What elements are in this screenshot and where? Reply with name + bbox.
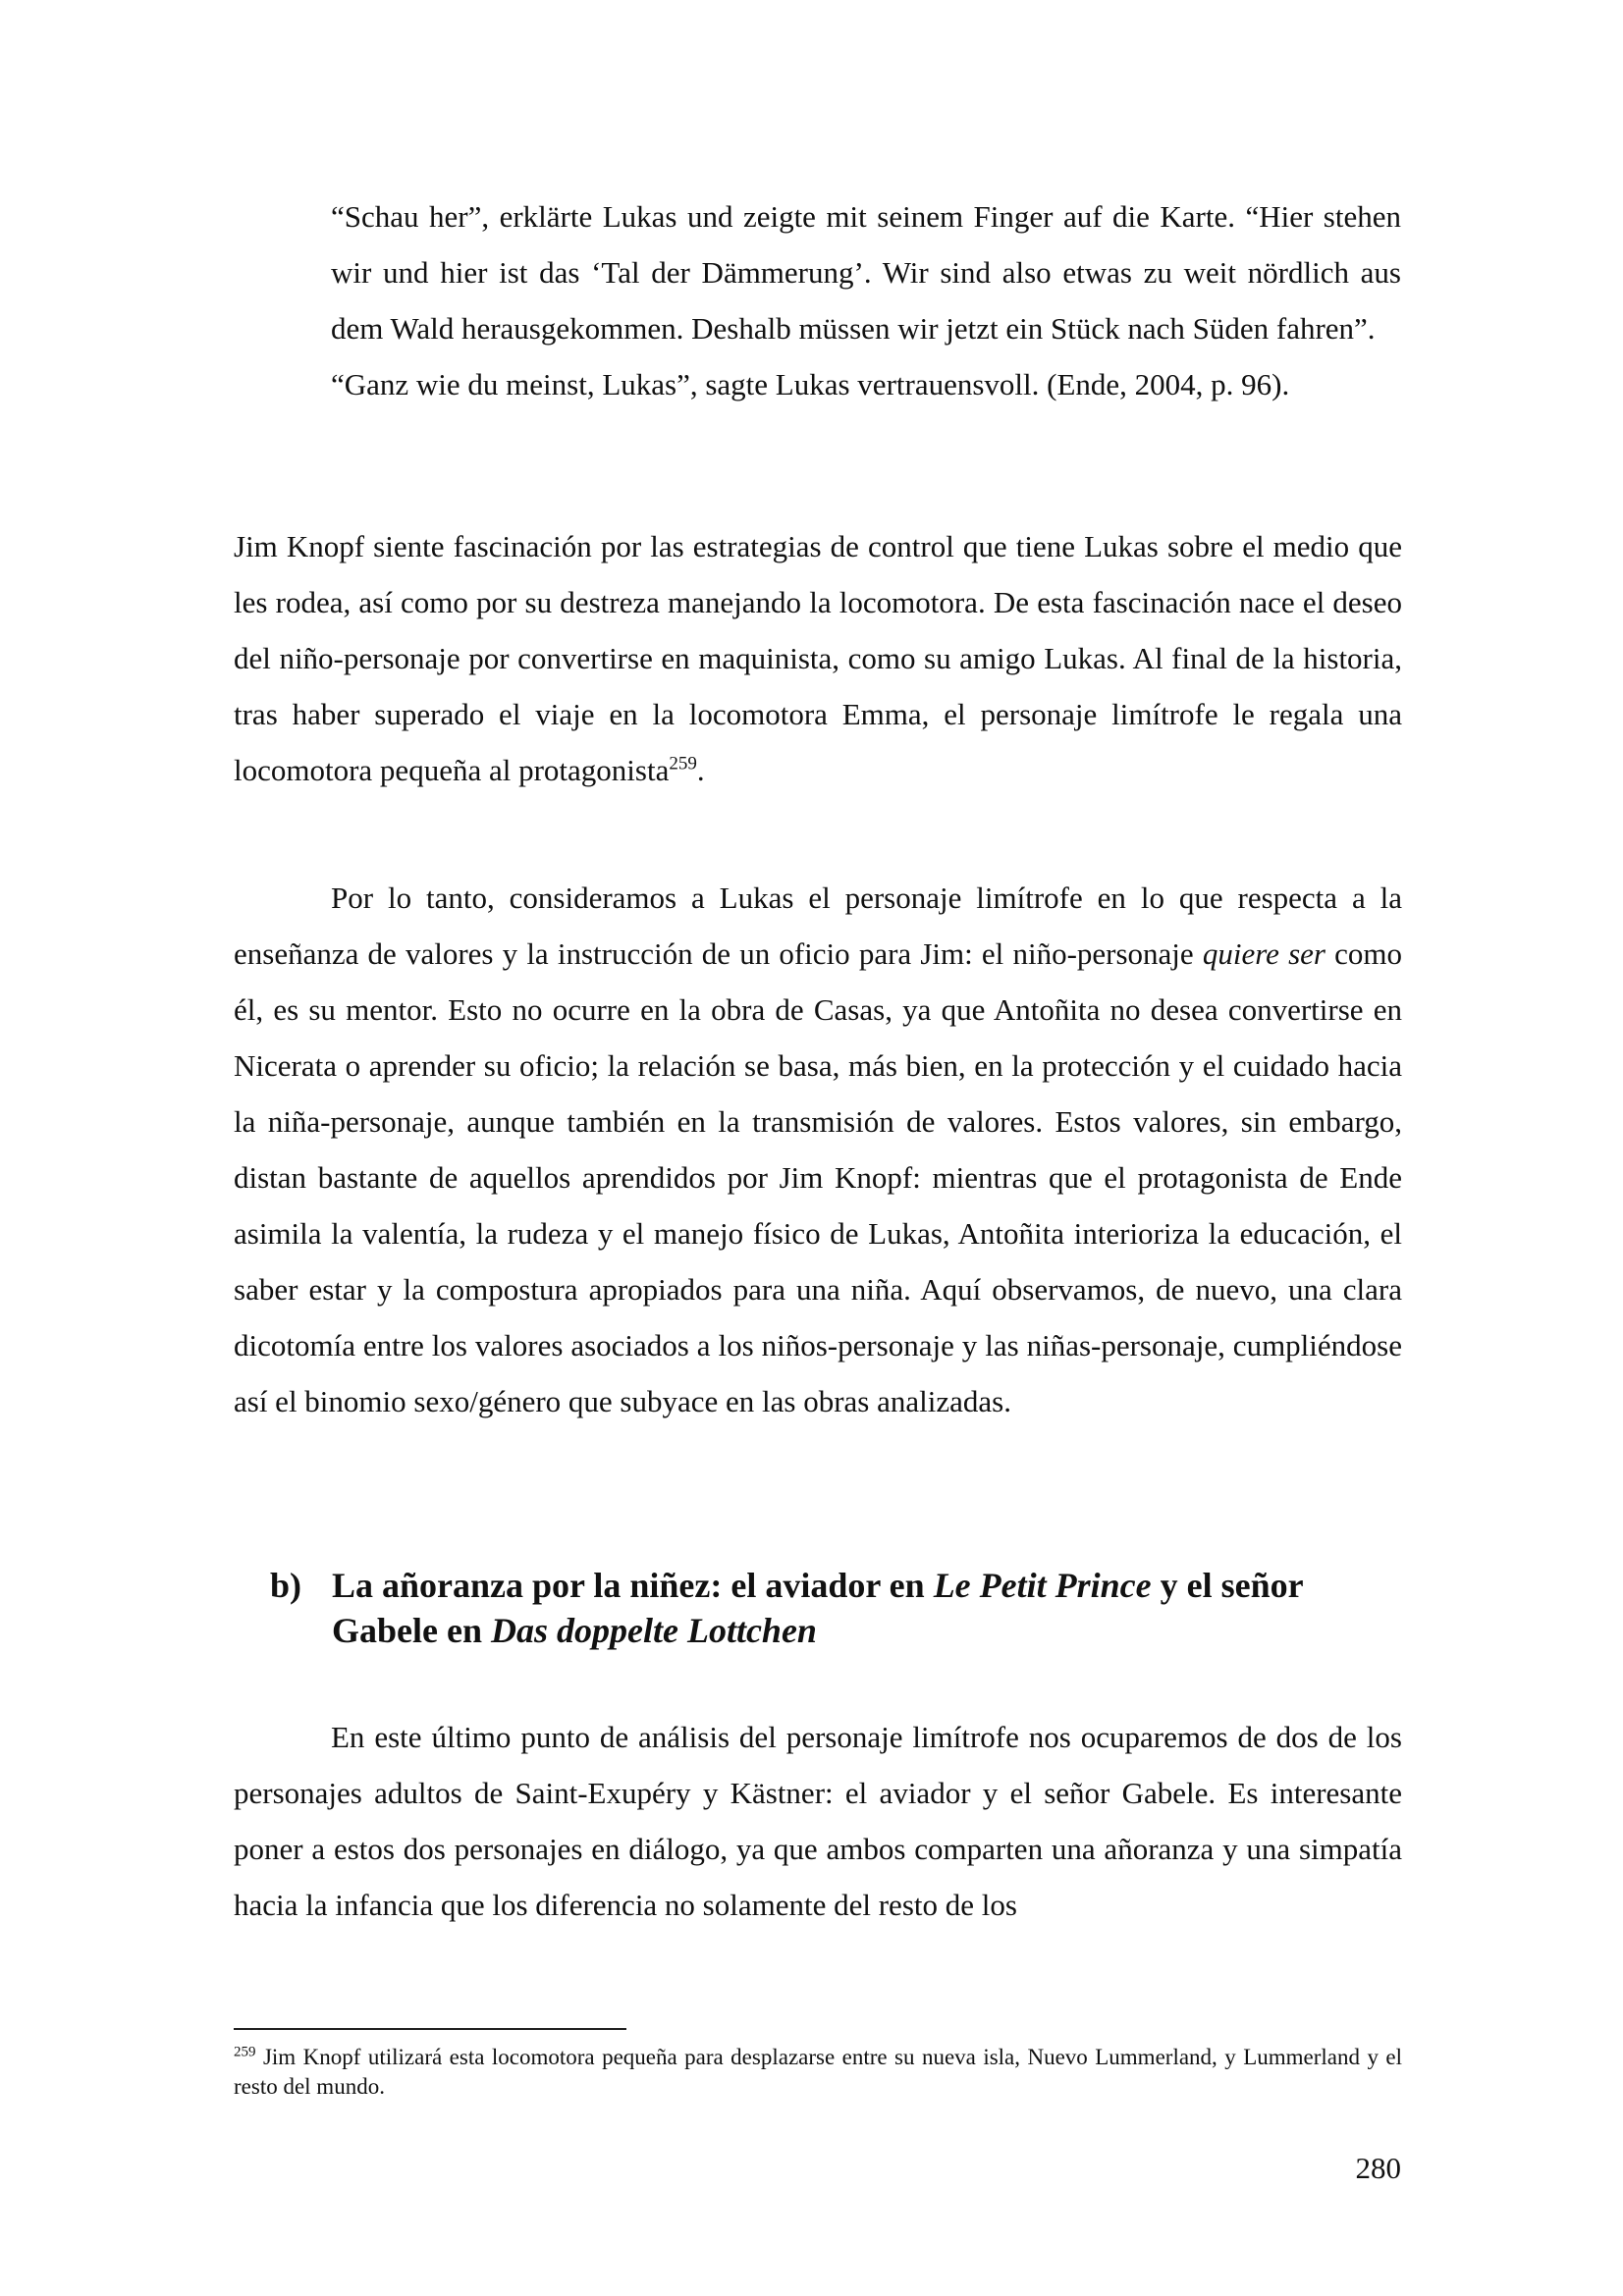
paragraph-1-text: Jim Knopf siente fascinación por las estrategias de control que tiene Lukas sobre el medio que les rodea, así como por su destreza manejando la locomotora. De esta fascinación nace el deseo del niño-personaje por convertirse en maquinista, como su amigo Lukas. Al final de la historia, tras haber superado el viaje en la locomotora Emma, el personaje limítrofe le regala una locomotora pequeña al protagonista (234, 529, 1402, 787)
section-title-work-1: Le Petit Prince (933, 1566, 1152, 1605)
block-quote (331, 188, 1401, 412)
section-title-part-1: La añoranza por la niñez: el aviador en (332, 1566, 934, 1605)
section-heading (270, 1563, 1409, 1653)
paragraph-2-emphasis: quiere ser (1202, 936, 1325, 971)
quote-line-1: “Schau her”, erklärte Lukas und zeigte mit seinem Finger auf die Karte. “Hier stehen wir und hier ist das ‘Tal der Dämmerung’. Wir sind also etwas zu weit nördlich aus dem Wald herausgekommen. Deshalb müssen wir jetzt ein Stück nach Süden fahren”. (331, 199, 1401, 346)
footnote-number: 259 (234, 2044, 256, 2060)
paragraph-2-part-1: Por lo tanto, consideramos a Lukas el personaje limítrofe en lo que respecta a la enseñanza de valores y la instrucción de un oficio para Jim: el niño-personaje (234, 881, 1402, 971)
paragraph-1 (234, 518, 1402, 798)
quote-line-2: “Ganz wie du meinst, Lukas”, sagte Lukas vertrauensvoll. (Ende, 2004, p. 96). (331, 367, 1290, 401)
paragraph-3: En este último punto de análisis del personaje limítrofe nos ocuparemos de dos de los personajes adultos de Saint-Exupéry y Kästner: el aviador y el señor Gabele. Es interesante poner a estos dos personajes en diálogo, ya que ambos comparten una añoranza y una simpatía hacia la infancia que los diferencia no solamente del resto de los (234, 1720, 1402, 1922)
paragraph-2-part-2: como él, es su mentor. Esto no ocurre en la obra de Casas, ya que Antoñita no desea convertirse en Nicerata o aprender su oficio; la relación se basa, más bien, en la protección y el cuidado hacia la niña-personaje, aunque también en la transmisión de valores. Estos valores, sin embargo, distan bastante de aquellos aprendidos por Jim Knopf: mientras que el protagonista de Ende asimila la valentía, la rudeza y el manejo físico de Lukas, Antoñita interioriza la educación, el saber estar y la compostura apropiados para una niña. Aquí observamos, de nuevo, una clara dicotomía entre los valores asociados a los niños-personaje y las niñas-personaje, cumpliéndose así el binomio sexo/género que subyace en las obras analizadas. (234, 936, 1403, 1418)
paragraph-1-end: . (696, 753, 705, 787)
paragraph-2 (234, 870, 1402, 1429)
footnote-reference: 259 (669, 753, 697, 774)
section-title-part-2: y el señor Gabele en (332, 1566, 1303, 1650)
footnote (234, 2043, 1402, 2102)
footnote-text: Jim Knopf utilizará esta locomotora pequeña para desplazarse entre su nueva isla, Nuevo Lummerland, y Lummerland y el resto del mundo. (234, 2045, 1402, 2099)
section-title-work-2: Das doppelte Lottchen (490, 1611, 817, 1650)
section-title (332, 1563, 1409, 1653)
footnote-separator (234, 2028, 626, 2030)
section-marker: b) (270, 1566, 302, 1605)
page-number: 280 (1355, 2151, 1401, 2185)
